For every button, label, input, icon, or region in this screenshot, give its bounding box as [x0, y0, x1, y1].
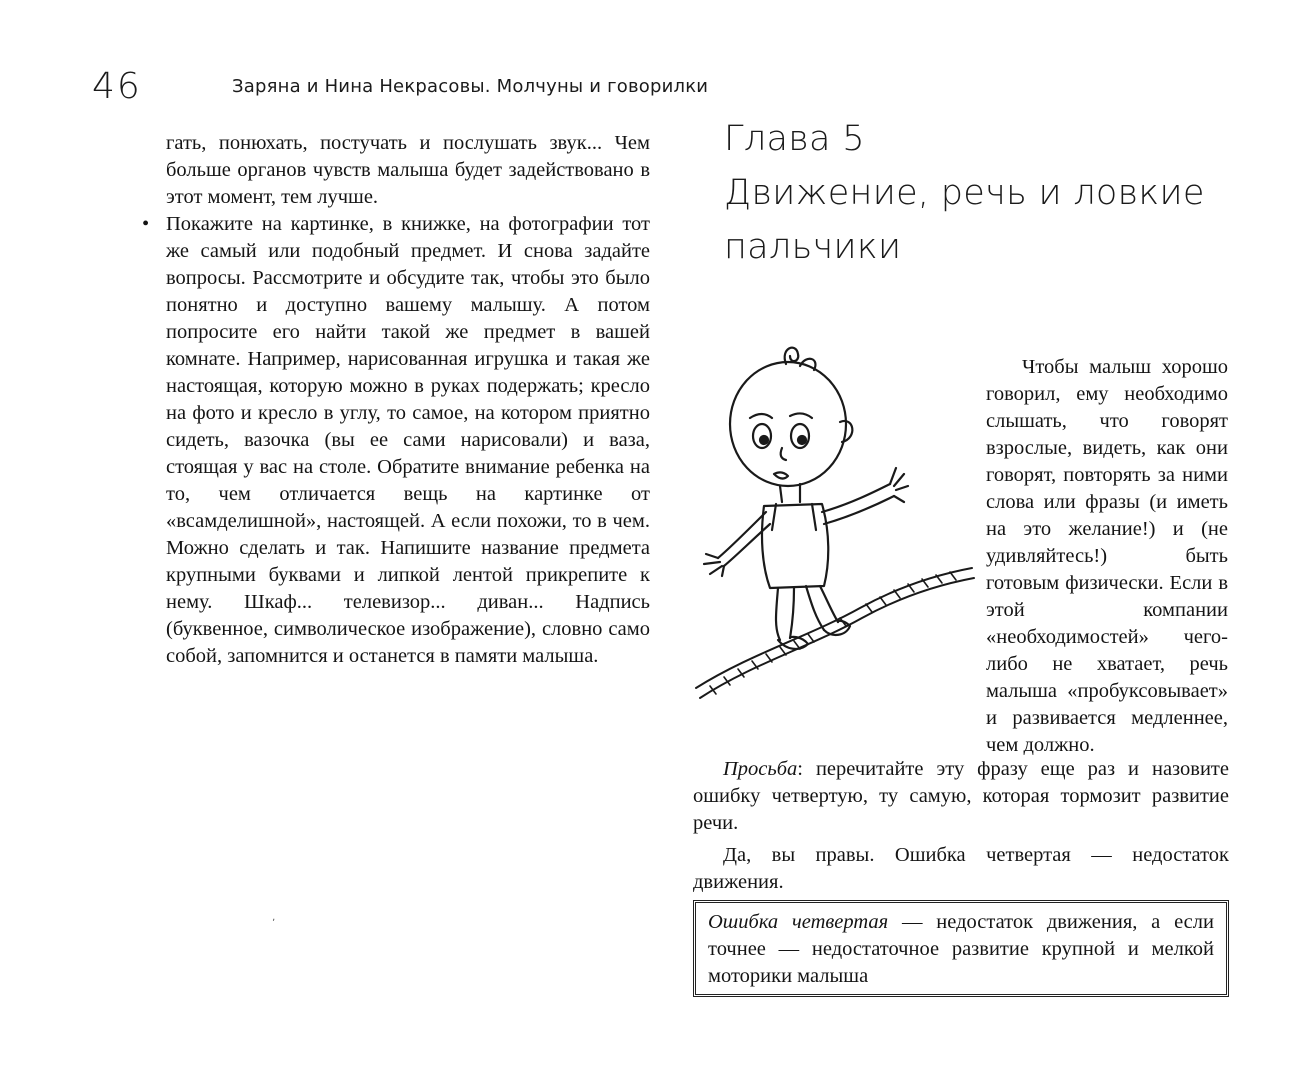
- shirt-strap: [772, 504, 816, 530]
- chapter-title: [724, 112, 1244, 274]
- rope: [696, 568, 972, 688]
- continuation-paragraph: гать, понюхать, постучать и послушать звук... Чем больше органов чувств малыша будет задействовано в этот момент, тем лучше.: [166, 132, 650, 208]
- right-arm: [822, 484, 890, 512]
- child-on-rope-illustration: [690, 336, 980, 716]
- lower-text: [693, 756, 1229, 901]
- answer-paragraph: Да, вы правы. Ошибка четвертая — недостаток движения.: [693, 844, 1229, 893]
- right-leg: [820, 586, 838, 622]
- left-foot: [778, 637, 808, 649]
- head: [730, 362, 846, 486]
- bullet-icon: •: [142, 213, 150, 235]
- chapter-title-line: Движение, речь и ловкие: [724, 173, 1205, 213]
- mistake-callout-box: [693, 900, 1229, 997]
- request-paragraph: [693, 756, 1229, 837]
- page-number: 46: [92, 66, 142, 107]
- bullet-text: Покажите на картинке, в книжке, на фотографии тот же самый или подобный предмет. И снова задайте вопросы. Рассмотрите и обсудите так, чтобы это было понятно и доступно вашему малышу. А потом попросите его найти такой же предмет в вашей комнате. Например, нарисованная игрушка и такая же настоящая, которую можно в руках подержать; кресло на фото и кресло в углу, то самое, на котором приятно сидеть, вазочка (вы ее сами нарисовали) и ваза, стоящая у вас на столе. Обратите внимание ребенка на то, чем отличается вещь на картинке от «всамделишной», настоящей. А если похожи, то в чем. Можно сделать и так. Напишите название предмета крупными буквами и липкой лентой прикрепите к нему. Шкаф... телевизор... диван... Надпись (буквенное, символическое изображение), словно само собой, запомнится и останется в памяти малыша.: [166, 213, 650, 667]
- mouth: [774, 472, 788, 478]
- stray-print-mark: ʼ: [272, 918, 276, 929]
- nose: [781, 448, 786, 460]
- request-text: : перечитайте эту фразу еще раз и назовите ошибку четвертую, ту самую, которая тормозит развитие речи.: [693, 758, 1229, 834]
- right-arm: [824, 496, 894, 524]
- intro-paragraph: Чтобы малыш хорошо говорил, ему необходимо слышать, что говорят взрослые, видеть, как они говорят, повторять за ними слова или фразы (и иметь на это желание!) и (не удивляйтесь!) быть готовым физически. Если в этой компании «необходимостей» чего-либо не хватает, речь малыша «пробуксовывает» и развивается медленнее, чем должно.: [986, 356, 1228, 756]
- right-foot: [824, 621, 850, 635]
- right-leg: [806, 586, 824, 630]
- shirt: [762, 504, 828, 588]
- left-leg: [776, 588, 780, 640]
- left-leg: [790, 588, 794, 638]
- callout-label: Ошибка четвертая: [708, 911, 889, 933]
- running-head: Заряна и Нина Некрасовы. Молчуны и говорилки: [232, 76, 709, 97]
- chapter-title-line: пальчики: [724, 227, 902, 267]
- brow: [750, 414, 772, 418]
- rope: [700, 578, 974, 698]
- bullet-item: [142, 211, 650, 670]
- brow: [790, 413, 812, 418]
- left-column: [142, 130, 650, 670]
- request-label: Просьба: [723, 758, 798, 780]
- callout-text: — недостаток движения, а если точнее — недостаточное развитие крупной и мелкой моторики малыша: [708, 911, 1214, 987]
- chapter-number: Глава 5: [724, 119, 865, 159]
- left-hand: [704, 554, 724, 576]
